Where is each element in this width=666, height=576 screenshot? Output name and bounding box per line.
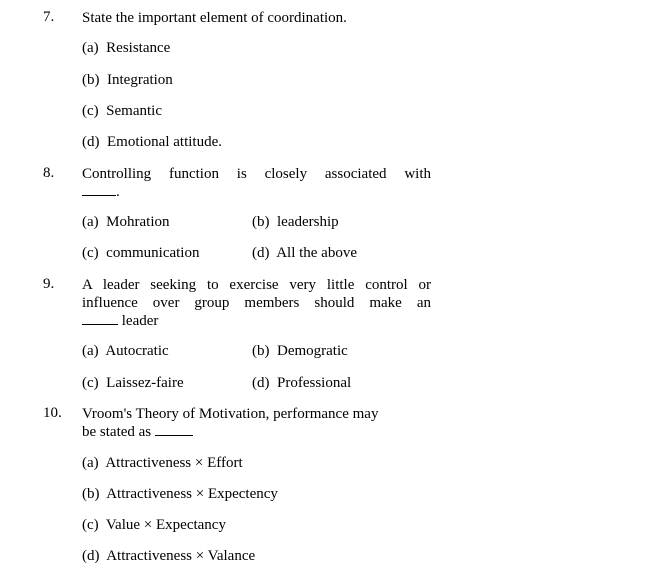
option-text: Mohration bbox=[106, 214, 170, 230]
question-text-continued: . bbox=[82, 183, 431, 201]
option-c bbox=[82, 374, 184, 392]
option-label: (c) bbox=[82, 375, 99, 391]
option-c bbox=[82, 102, 162, 120]
option-label: (c) bbox=[82, 245, 99, 261]
option-text: Laissez-faire bbox=[106, 375, 184, 391]
option-text: Attractiveness × Expectency bbox=[106, 486, 278, 502]
option-text: leadership bbox=[277, 214, 339, 230]
option-text: Attractiveness × Valance bbox=[106, 548, 256, 564]
option-text: Semantic bbox=[106, 103, 162, 119]
option-label: (d) bbox=[252, 375, 270, 391]
question-text: A leader seeking to exercise very little control or bbox=[82, 277, 431, 293]
option-text: Integration bbox=[107, 72, 173, 88]
option-label: (d) bbox=[82, 134, 100, 150]
option-c bbox=[82, 244, 199, 262]
answer-blank bbox=[155, 435, 193, 436]
option-a bbox=[82, 213, 169, 231]
option-label: (a) bbox=[82, 343, 99, 359]
option-a bbox=[82, 342, 169, 360]
option-a bbox=[82, 39, 170, 57]
option-text: Resistance bbox=[106, 40, 171, 56]
question-text: Vroom's Theory of Motivation, performance may bbox=[82, 406, 379, 422]
option-label: (d) bbox=[252, 245, 270, 261]
option-label: (b) bbox=[252, 214, 270, 230]
question-number: 9. bbox=[43, 276, 55, 292]
question-number: 10. bbox=[43, 405, 62, 421]
question-text: Controlling function is closely associated with bbox=[82, 166, 431, 182]
option-label: (d) bbox=[82, 548, 100, 564]
option-label: (c) bbox=[82, 517, 99, 533]
question-text-continued: influence over group members should make an bbox=[82, 295, 431, 311]
option-b bbox=[252, 213, 339, 231]
option-label: (a) bbox=[82, 40, 99, 56]
option-label: (a) bbox=[82, 455, 99, 471]
option-label: (b) bbox=[252, 343, 270, 359]
option-label: (a) bbox=[82, 214, 99, 230]
option-d bbox=[252, 374, 351, 392]
option-label: (c) bbox=[82, 103, 99, 119]
option-text: All the above bbox=[276, 245, 357, 261]
option-text: Value × Expectancy bbox=[105, 517, 226, 533]
option-d bbox=[252, 244, 357, 262]
option-b bbox=[252, 342, 348, 360]
option-label: (b) bbox=[82, 486, 100, 502]
answer-blank bbox=[82, 324, 118, 325]
option-d bbox=[82, 133, 222, 151]
option-b bbox=[82, 485, 278, 503]
option-text: Emotional attitude. bbox=[107, 134, 222, 150]
option-text: communication bbox=[106, 245, 200, 261]
question-text: State the important element of coordination. bbox=[82, 10, 347, 26]
option-text: Professional bbox=[277, 375, 352, 391]
option-b bbox=[82, 71, 173, 89]
question-text-continued: leader bbox=[82, 312, 431, 330]
option-d bbox=[82, 547, 255, 565]
question-number: 7. bbox=[43, 9, 55, 25]
option-a bbox=[82, 454, 243, 472]
option-text: Autocratic bbox=[105, 343, 169, 359]
option-c bbox=[82, 516, 226, 534]
answer-blank bbox=[82, 195, 116, 196]
option-text: Demogratic bbox=[277, 343, 348, 359]
question-number: 8. bbox=[43, 165, 55, 181]
option-label: (b) bbox=[82, 72, 100, 88]
question-text-continued: be stated as bbox=[82, 423, 431, 441]
option-text: Attractiveness × Effort bbox=[105, 455, 243, 471]
